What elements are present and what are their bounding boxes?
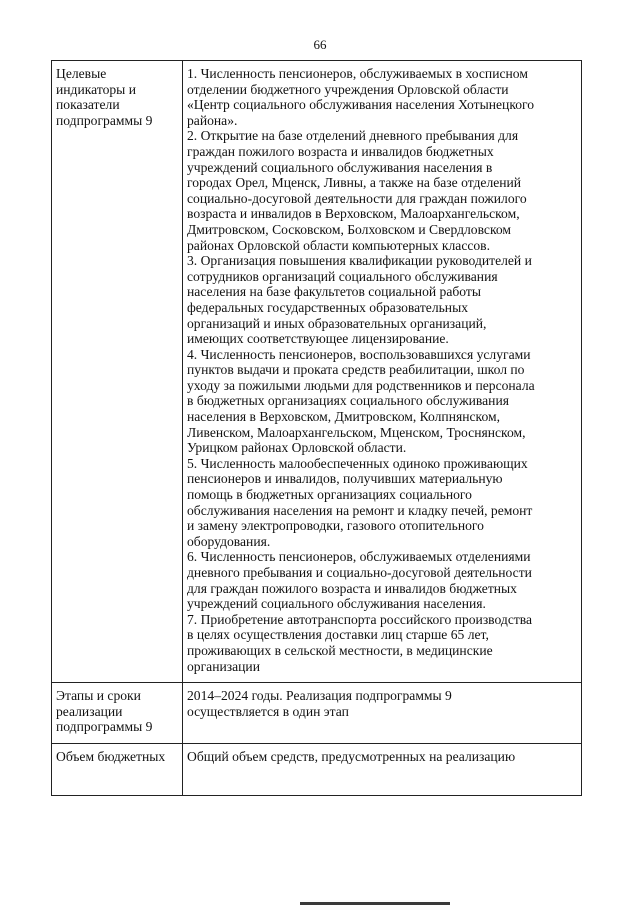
row-content-line: граждан пожилого возраста и инвалидов бюджетных <box>187 143 494 159</box>
row-content-line: 2014–2024 годы. Реализация подпрограммы 9 <box>187 688 452 704</box>
row-content-line: 1. Численность пенсионеров, обслуживаемых в хосписном <box>187 66 528 81</box>
row-content-cell <box>183 61 582 683</box>
row-content-line: Дмитровском, Сосковском, Болховском и Свердловском <box>187 221 512 237</box>
row-content-line: федеральных государственных образовательных <box>187 299 469 315</box>
row-content-line: организаций и иных образовательных организаций, <box>187 315 487 331</box>
row-content-cell <box>183 683 582 744</box>
row-content-line: учреждений социального обслуживания населения в <box>187 159 493 175</box>
row-label-line: Объем бюджетных <box>56 748 166 764</box>
row-content-line: населения на базе факультетов социальной работы <box>187 284 481 300</box>
row-content-line: помощь в бюджетных организациях социального <box>187 487 472 503</box>
row-content-line: сотрудников организаций социального обслуживания <box>187 268 498 284</box>
row-content-line: оборудования. <box>187 533 271 549</box>
row-label-cell <box>52 61 183 683</box>
row-content-cell <box>183 743 582 795</box>
subprogram-passport-table <box>51 60 582 796</box>
page-number: 66 <box>313 37 327 52</box>
row-content-line: дневного пребывания и социально-досуговой деятельности <box>187 565 532 580</box>
row-content-line: 7. Приобретение автотранспорта российского производства <box>187 611 533 627</box>
row-content-line: учреждений социального обслуживания населения. <box>187 596 486 612</box>
row-content-line: в бюджетных организациях социального обслуживания <box>187 393 509 409</box>
row-label-cell <box>52 743 183 795</box>
row-content-line: Урицком районах Орловской области. <box>187 440 407 456</box>
table-row <box>52 61 582 683</box>
row-content-line: населения в Верховском, Дмитровском, Колпнянском, <box>187 409 500 425</box>
row-label-line: Целевые <box>56 66 107 81</box>
row-content-line: для граждан пожилого возраста и инвалидов бюджетных <box>187 580 517 596</box>
table-row <box>52 683 582 744</box>
row-label-cell <box>52 683 183 744</box>
row-label-line: подпрограммы 9 <box>56 112 153 128</box>
row-content-line: обслуживания населения на ремонт и кладку печей, ремонт <box>187 502 533 518</box>
row-content-line: Общий объем средств, предусмотренных на реализацию <box>187 748 516 764</box>
table-row <box>52 743 582 795</box>
row-content-line: городах Орел, Мценск, Ливны, а также на базе отделений <box>187 175 522 191</box>
row-content-line: пунктов выдачи и проката средств реабилитации, школ по <box>187 362 525 378</box>
row-content-line: пенсионеров и инвалидов, получивших материальную <box>187 471 503 487</box>
row-content-line: проживающих в сельской местности, в медицинские <box>187 642 493 658</box>
row-content-line: «Центр социального обслуживания населения Хотынецкого <box>187 97 535 113</box>
row-content-line: уходу за пожилыми людьми для родственников и персонала <box>187 377 535 393</box>
row-content-line: и замену электропроводки, газового отопительного <box>187 518 484 534</box>
row-content-line: отделении бюджетного учреждения Орловской области <box>187 81 509 97</box>
row-label-line: Этапы и сроки <box>56 688 141 704</box>
row-content-line: 4. Численность пенсионеров, воспользовавшихся услугами <box>187 346 531 362</box>
row-content-line: района». <box>187 112 238 128</box>
row-content-line: организации <box>187 658 260 674</box>
row-content-line: имеющих соответствующее лицензирование. <box>187 331 449 347</box>
row-content-line: 5. Численность малообеспеченных одиноко проживающих <box>187 455 528 471</box>
row-label-line: реализации <box>56 703 123 719</box>
row-content-line: в целях осуществления доставки лиц старше 65 лет, <box>187 627 489 643</box>
row-label-line: подпрограммы 9 <box>56 719 153 735</box>
row-content-line: социально-досуговой деятельности для граждан пожилого <box>187 190 527 206</box>
row-content-line: Ливенском, Малоархангельском, Мценском, Троснянском, <box>187 424 526 440</box>
row-content-line: возраста и инвалидов в Верховском, Малоархангельском, <box>187 206 520 222</box>
row-content-line: 6. Численность пенсионеров, обслуживаемых отделениями <box>187 549 531 565</box>
row-label-line: показатели <box>56 97 120 113</box>
row-content-line: 3. Организация повышения квалификации руководителей и <box>187 253 532 269</box>
row-content-line: районах Орловской области компьютерных классов. <box>187 237 490 253</box>
row-content-line: осуществляется в один этап <box>187 703 349 719</box>
row-label-line: индикаторы и <box>56 81 136 97</box>
row-content-line: 2. Открытие на базе отделений дневного пребывания для <box>187 128 519 144</box>
